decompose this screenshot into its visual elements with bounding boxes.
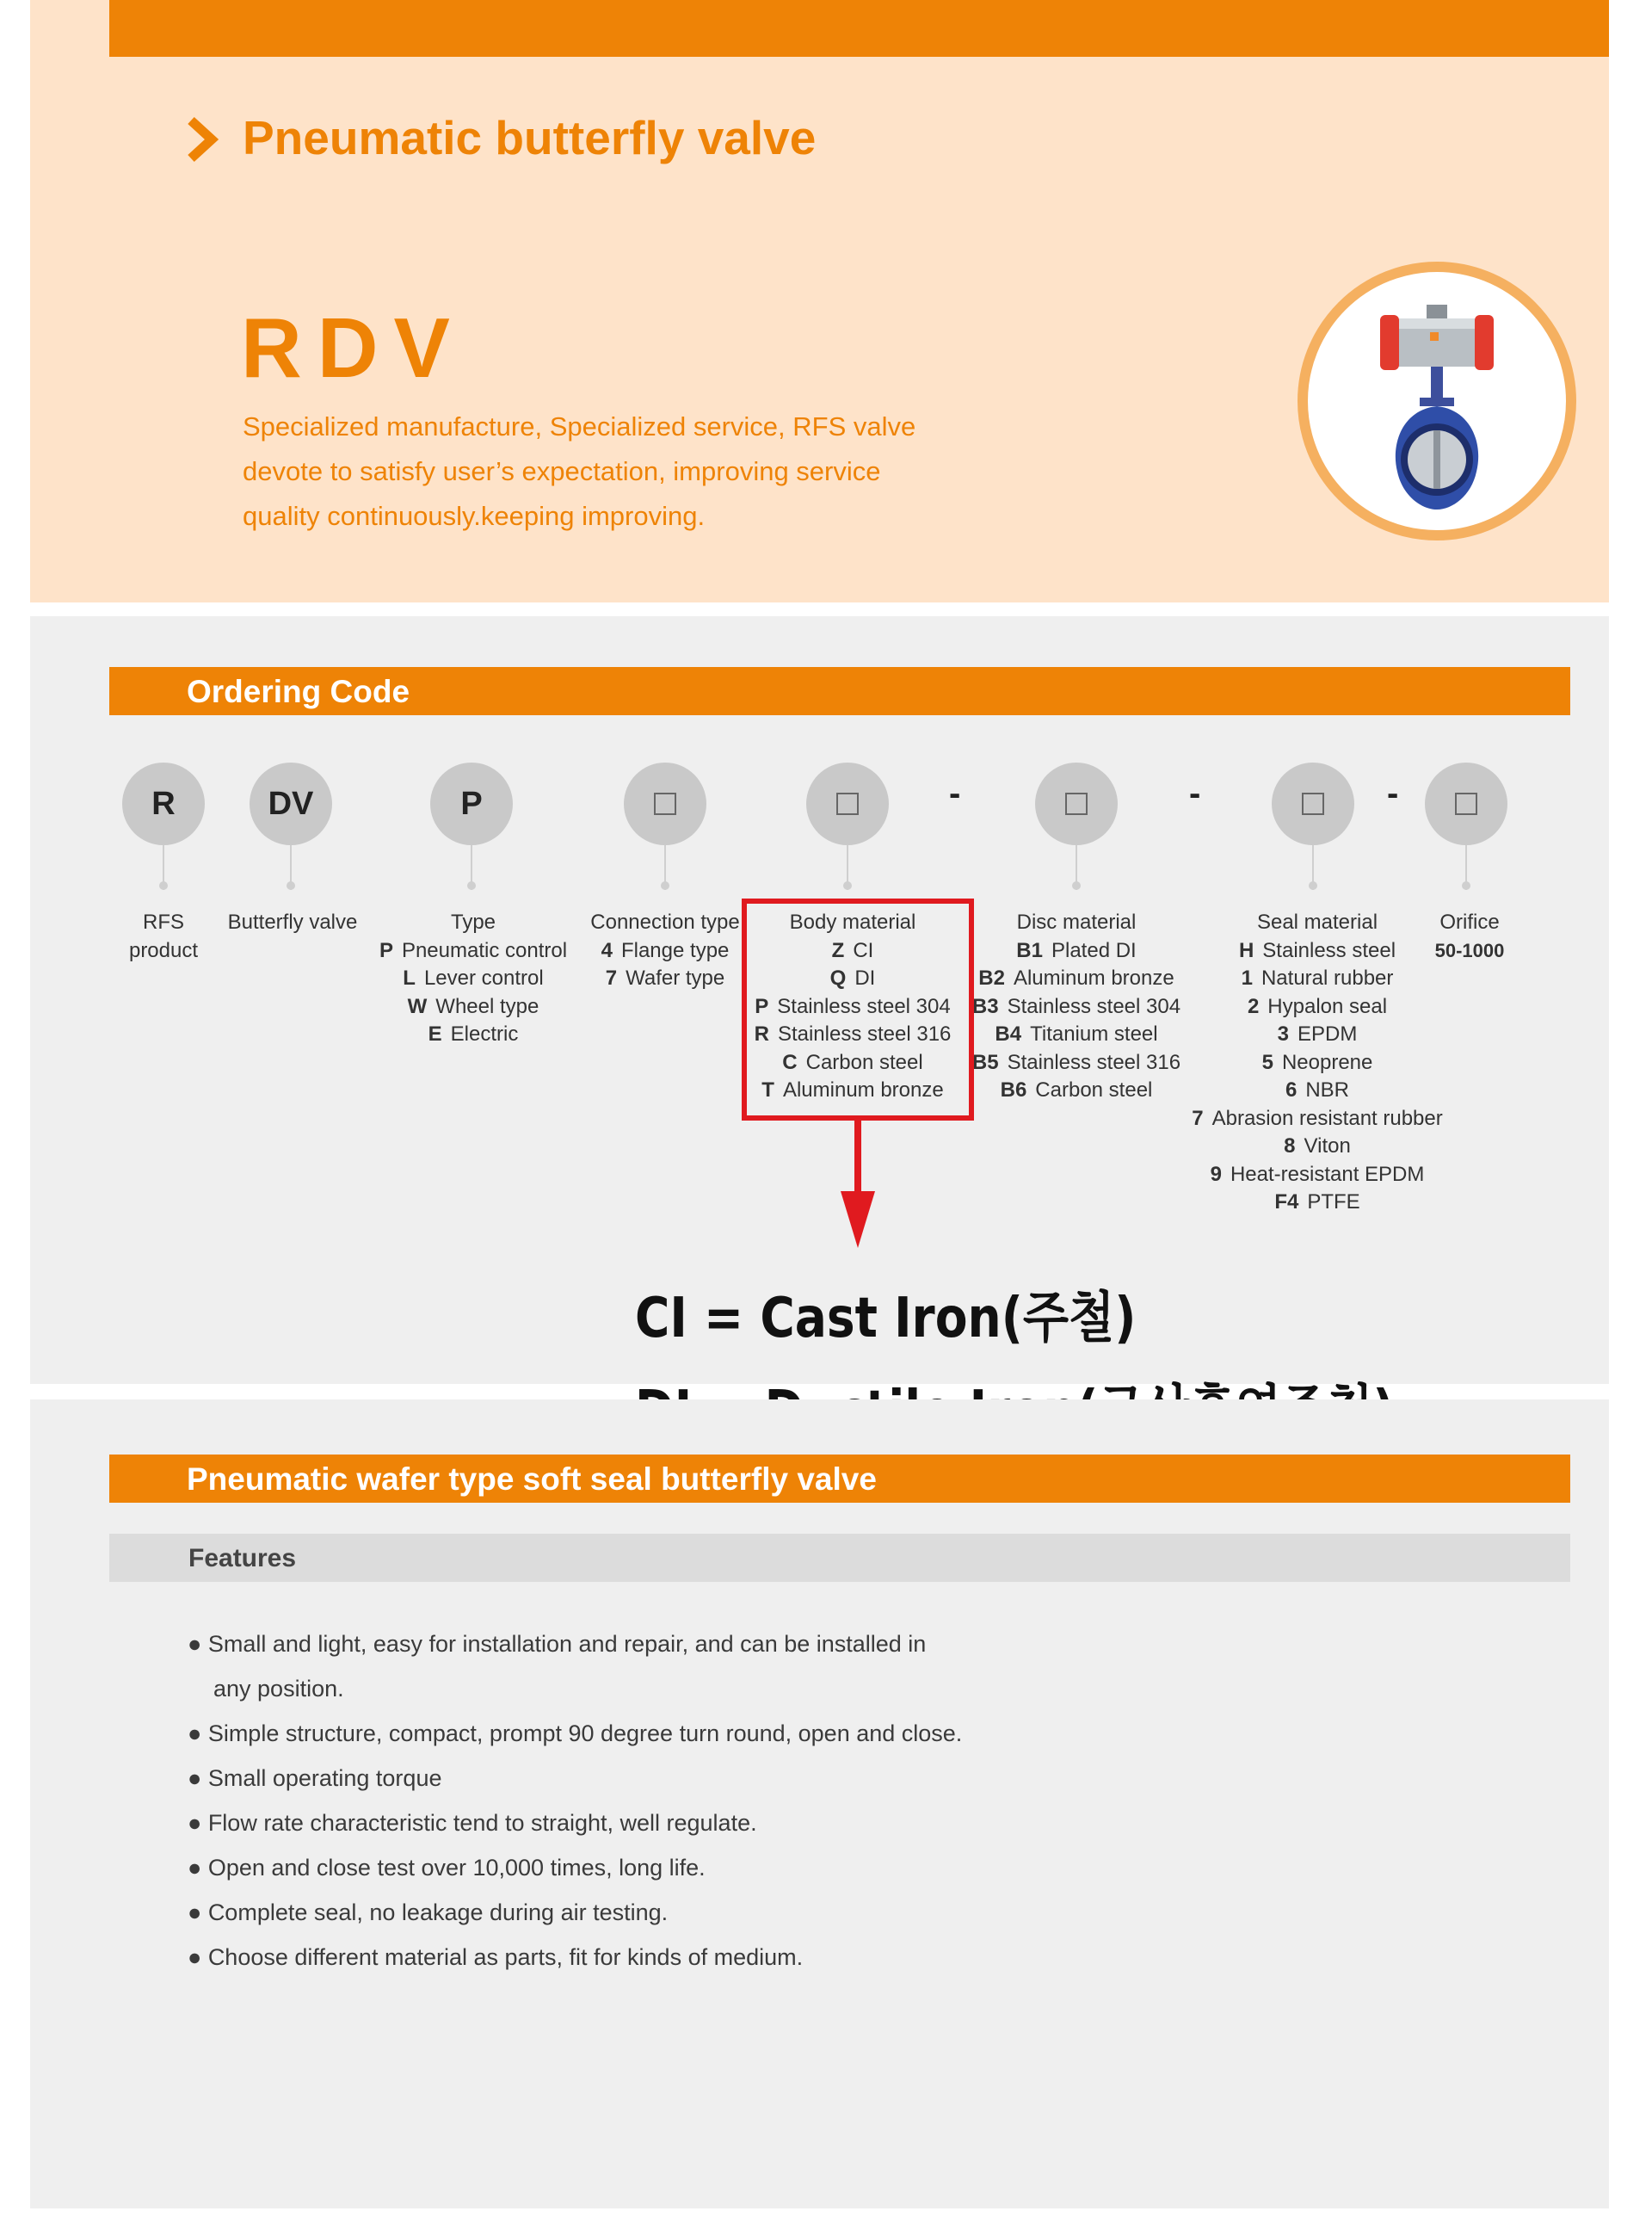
column-orifice [1418,909,1521,965]
column-title: product [128,938,199,962]
code-circle-orifice [1425,763,1507,845]
option-row: 2 Hypalon seal [1247,994,1388,1018]
tagline-line: quality continuously.keeping improving. [243,501,706,531]
features-bar [109,1534,1570,1582]
code-circle-type: P [430,763,513,845]
option-row: Q DI [829,967,876,990]
code-circle-disc [1035,763,1118,845]
column-title: Orifice [1439,911,1500,934]
connector-dot [1072,881,1081,890]
option-row: L Lever control [403,967,544,990]
option-row: B5 Stainless steel 316 [971,1050,1181,1074]
column-title: Connection type [590,911,740,934]
code-circle-seal [1272,763,1354,845]
separator-dash: - [1189,775,1201,812]
column-title: Body material [789,911,916,934]
column-seal-material [1184,909,1451,1217]
model-code: RDV [241,300,465,395]
option-row: 3 EPDM [1277,1022,1358,1046]
ordering-header [109,667,1570,715]
column-title: Type [450,911,496,934]
option-row: B3 Stainless steel 304 [971,994,1181,1018]
connector-dot [467,881,476,890]
column-type [370,909,576,1049]
connector-dot [1309,881,1317,890]
connector-dot [1462,881,1470,890]
list-item: ● Choose different material as parts, fit for kinds of medium. [188,1944,804,1970]
option-row: 7 Wafer type [605,967,725,990]
page-title: Pneumatic butterfly valve [243,111,817,164]
list-item: ● Small and light, easy for installation and repair, and can be installed in [188,1631,927,1657]
option-row: P Stainless steel 304 [755,994,951,1018]
column-title: Seal material [1256,911,1378,934]
code-circle-connection [624,763,706,845]
code-circle-dv: DV [250,763,332,845]
option-row: B6 Carbon steel [1000,1078,1153,1102]
arrow-down-icon [839,1115,877,1248]
column-disc-material [969,909,1184,1105]
column-connection [585,909,745,993]
code-circle-rfs: R [122,763,205,845]
option-row: 6 NBR [1285,1078,1350,1102]
body-material-highlight [742,899,974,1121]
option-row: B1 Plated DI [1016,938,1137,962]
product-header [109,1455,1570,1503]
butterfly-valve-icon [1308,272,1566,530]
tagline [243,405,983,539]
tagline-line: Specialized manufacture, Specialized service, RFS valve [243,411,916,442]
tagline-line: devote to satisfy user’s expectation, improving service [243,456,881,486]
option-row: P Pneumatic control [379,938,568,962]
column-rfs [120,909,206,965]
column-title: Butterfly valve [227,911,358,934]
option-row: 5 Neoprene [1261,1050,1373,1074]
separator-dash: - [1387,775,1399,812]
column-butterfly [215,909,370,937]
option-row: F4 PTFE [1274,1190,1360,1214]
top-accent-bar [109,0,1609,57]
connector-dot [159,881,168,890]
connector-dot [661,881,669,890]
option-row: 4 Flange type [601,938,730,962]
list-item: ● Open and close test over 10,000 times, long life. [188,1855,706,1881]
separator-dash: - [949,775,961,812]
ordering-header-title: Ordering Code [187,674,410,709]
list-item: any position. [213,1676,344,1702]
option-row: 1 Natural rubber [1241,967,1394,990]
option-row: H Stainless steel [1238,938,1396,962]
orifice-range: 50-1000 [1434,939,1505,961]
column-title: RFS [143,911,184,934]
product-image [1298,262,1576,540]
note-ci: CI = Cast Iron(주철) [635,1287,1137,1350]
product-header-title: Pneumatic wafer type soft seal butterfly valve [187,1461,877,1497]
option-row: 7 Abrasion resistant rubber [1192,1106,1443,1130]
option-row: E Electric [428,1022,519,1046]
option-row: B2 Aluminum bronze [978,967,1174,990]
features-list [188,1621,1220,1980]
list-item: ● Flow rate characteristic tend to straight, well regulate. [188,1810,757,1836]
option-row: R Stainless steel 316 [754,1022,952,1046]
features-label: Features [188,1544,297,1572]
option-row: Z CI [831,938,874,962]
option-row: W Wheel type [407,994,539,1018]
column-title: Disc material [1016,911,1137,934]
list-item: ● Complete seal, no leakage during air testing. [188,1899,669,1925]
list-item: ● Small operating torque [188,1765,442,1791]
code-circle-body [806,763,889,845]
option-row: 9 Heat-resistant EPDM [1210,1162,1425,1186]
option-row: B4 Titanium steel [995,1022,1158,1046]
option-row: 8 Viton [1284,1134,1351,1158]
connector-dot [287,881,295,890]
list-item: ● Simple structure, compact, prompt 90 degree turn round, open and close. [188,1720,963,1746]
chevron-right-icon [184,115,222,164]
option-row: T Aluminum bronze [761,1078,944,1102]
option-row: C Carbon steel [782,1050,923,1074]
connector-dot [843,881,852,890]
